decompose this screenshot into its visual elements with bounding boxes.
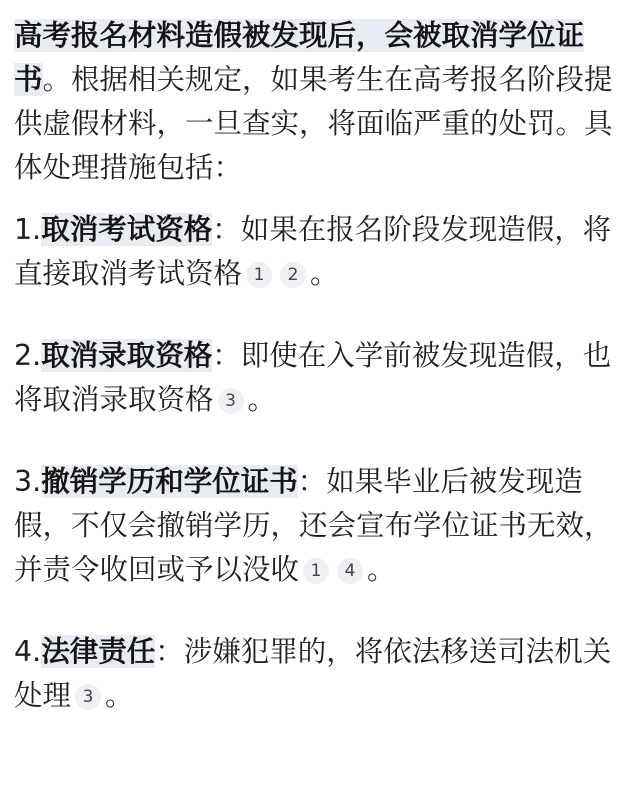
list-item-text: ：涉嫌犯罪的，将依法移送司法机关处理 — [14, 635, 612, 712]
list-item-number: 3. — [14, 465, 42, 498]
citation-badge[interactable]: 1 — [246, 262, 272, 288]
list-item-end: 。 — [247, 383, 277, 416]
list-item-text: ：如果在报名阶段发现造假，将直接取消考试资格 — [14, 213, 612, 290]
list-item-number: 1. — [14, 213, 42, 246]
citation-badge[interactable]: 3 — [218, 388, 244, 414]
list-item-number: 2. — [14, 339, 42, 372]
citation-badge[interactable]: 2 — [280, 262, 306, 288]
list-item-title: 法律责任 — [41, 635, 156, 668]
list-item — [14, 460, 626, 592]
list-item-title: 取消录取资格 — [41, 339, 213, 372]
list-item-end: 。 — [367, 553, 396, 586]
intro-highlight: 高考报名材料造假被发现后，会被取消学位证书 — [14, 19, 585, 96]
list-item-title: 撤销学历和学位证书 — [41, 465, 298, 498]
list-item-text: ：即使在入学前被发现造假，也将取消录取资格 — [14, 339, 612, 416]
citation-badge[interactable]: 3 — [75, 684, 101, 710]
list-item-title: 取消考试资格 — [41, 213, 213, 246]
list-item — [14, 208, 626, 296]
citation-badge[interactable]: 4 — [337, 558, 363, 584]
list-item — [14, 630, 626, 718]
list-item-end: 。 — [310, 257, 339, 290]
list-item-end: 。 — [105, 679, 134, 712]
list-item-text: ：如果毕业后被发现造假，不仅会撤销学历，还会宣布学位证书无效，并责令收回或予以没收 — [14, 465, 613, 586]
intro-paragraph — [14, 14, 626, 190]
list-item-number: 4. — [14, 635, 42, 668]
intro-text: 。根据相关规定，如果考生在高考报名阶段提供虚假材料，一旦查实，将面临严重的处罚。具体处理措施包括： — [14, 63, 613, 184]
citation-badge[interactable]: 1 — [303, 558, 329, 584]
list-item — [14, 334, 626, 422]
